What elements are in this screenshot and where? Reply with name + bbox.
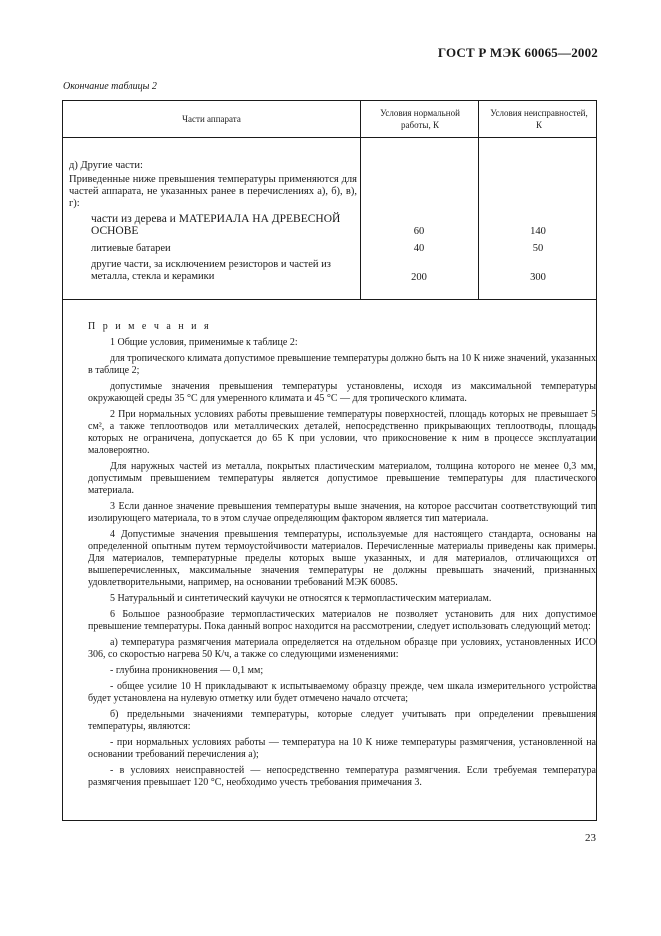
note-paragraph: 1 Общие условия, применимые к таблице 2: bbox=[110, 337, 298, 348]
note-paragraph: допустимые значения превышения температуры установлены, исходя из максимальной температуры окружающей среды 35 °С для умеренного климата и 45 °С — для тропического климата. bbox=[88, 381, 596, 404]
note-paragraph: б) предельными значениями температуры, которые следует учитывать при определении превышения температуры, являются: bbox=[88, 709, 596, 732]
note-paragraph: 6 Большое разнообразие термопластических материалов не позволяет установить для них допустимое превышение температуры. Пока данный вопрос находится на рассмотрении, следует использовать следующий метод: bbox=[88, 609, 596, 632]
page-number: 23 bbox=[585, 832, 596, 844]
column-divider bbox=[478, 101, 479, 299]
note-paragraph: 3 Если данное значение превышения температуры выше значения, на которое рассчитан соответствующий тип изолирующего материала, то в этом случае определяющим фактором является тип материала. bbox=[88, 501, 596, 524]
note-paragraph: - общее усилие 10 Н прикладывают к испытываемому образцу прежде, чем шкала измерительного устройства будет установлена на нулевую отметку или будет отмечено начало отсчета; bbox=[88, 681, 596, 704]
row-label: части из дерева и МАТЕРИАЛА НА ДРЕВЕСНОЙ ОСНОВЕ bbox=[91, 213, 341, 237]
notes-block bbox=[88, 321, 596, 793]
notes-title: П р и м е ч а н и я bbox=[88, 321, 212, 332]
header-label: Условия неисправностей, К bbox=[490, 108, 588, 130]
section-title: д) Другие части: bbox=[69, 160, 143, 171]
header-cell-fault bbox=[487, 101, 591, 137]
row-label: другие части, за исключением резисторов и частей из металла, стекла и керамики bbox=[91, 259, 331, 282]
standard-designation: ГОСТ Р МЭК 60065—2002 bbox=[437, 45, 598, 60]
header-divider bbox=[63, 137, 596, 138]
column-divider bbox=[360, 101, 361, 299]
row-fault-value: 300 bbox=[530, 272, 546, 283]
note-paragraph: для тропического климата допустимое превышение температуры должно быть на 10 К ниже значений, указанных в таблице 2; bbox=[88, 353, 597, 376]
header-cell-parts bbox=[63, 101, 360, 137]
note-paragraph: - при нормальных условиях работы — температура на 10 К ниже температуры размягчения, установленной на основании требований перечисления а); bbox=[88, 737, 596, 760]
header-label: Условия нормальной работы, К bbox=[380, 108, 460, 130]
row-fault-value: 140 bbox=[530, 226, 546, 237]
header-cell-normal bbox=[368, 101, 472, 137]
note-paragraph: 4 Допустимые значения превышения температуры, используемые для настоящего стандарта, основаны на определенной опытным путем термоустойчивости материалов. Перечисленные материалы приведены как примеры. Для материалов, температурные пределы которых выше указанных, и для материалов, отличающихся от вышеперечисленных, максимальные значения температуры не должны превышать значений, признанных удовлетворительными, например, на основании требований МЭК 60085. bbox=[88, 529, 596, 588]
section-intro: Приведенные ниже превышения температуры применяются для частей аппарата, не указанных ранее в перечислениях а), б), в), г): bbox=[69, 174, 357, 209]
note-paragraph: а) температура размягчения материала определяется на отдельном образце при условиях, установленных ИСО 306, со скоростью нагрева 50 К/ч, а также со следующими изменениями: bbox=[88, 637, 596, 660]
note-paragraph: - в условиях неисправностей — непосредственно температура размягчения. Если требуемая температура размягчения превышает 120 °С, необходимо учесть требования примечания 3. bbox=[88, 765, 596, 788]
row-label: литиевые батареи bbox=[91, 243, 171, 254]
note-paragraph: - глубина проникновения — 0,1 мм; bbox=[110, 665, 264, 676]
table-body-divider bbox=[63, 299, 596, 300]
row-normal-value: 40 bbox=[413, 243, 425, 254]
table-continuation-label: Окончание таблицы 2 bbox=[63, 81, 157, 92]
row-normal-value: 200 bbox=[411, 272, 427, 283]
note-paragraph: 5 Натуральный и синтетический каучуки не относятся к термопластическим материалам. bbox=[110, 593, 492, 604]
row-normal-value: 60 bbox=[413, 226, 425, 237]
note-paragraph: Для наружных частей из металла, покрытых пластическим материалом, толщина которого не менее 0,3 мм, допустимым превышением температуры является допустимое превышение температуры для пластического материала. bbox=[88, 461, 596, 496]
row-fault-value: 50 bbox=[532, 243, 544, 254]
table-frame bbox=[62, 100, 597, 821]
note-paragraph: 2 При нормальных условиях работы превышение температуры поверхностей, площадь которых не превышает 5 см², а также теплоотводов или металлических деталей, непосредственно прикрывающих теплоотводы, площадь которых не ограничена, допускается до 65 К при условии, что прикосновение к ним в процессе эксплуатации маловероятно. bbox=[88, 409, 596, 456]
header-label: Части аппарата bbox=[182, 114, 241, 124]
